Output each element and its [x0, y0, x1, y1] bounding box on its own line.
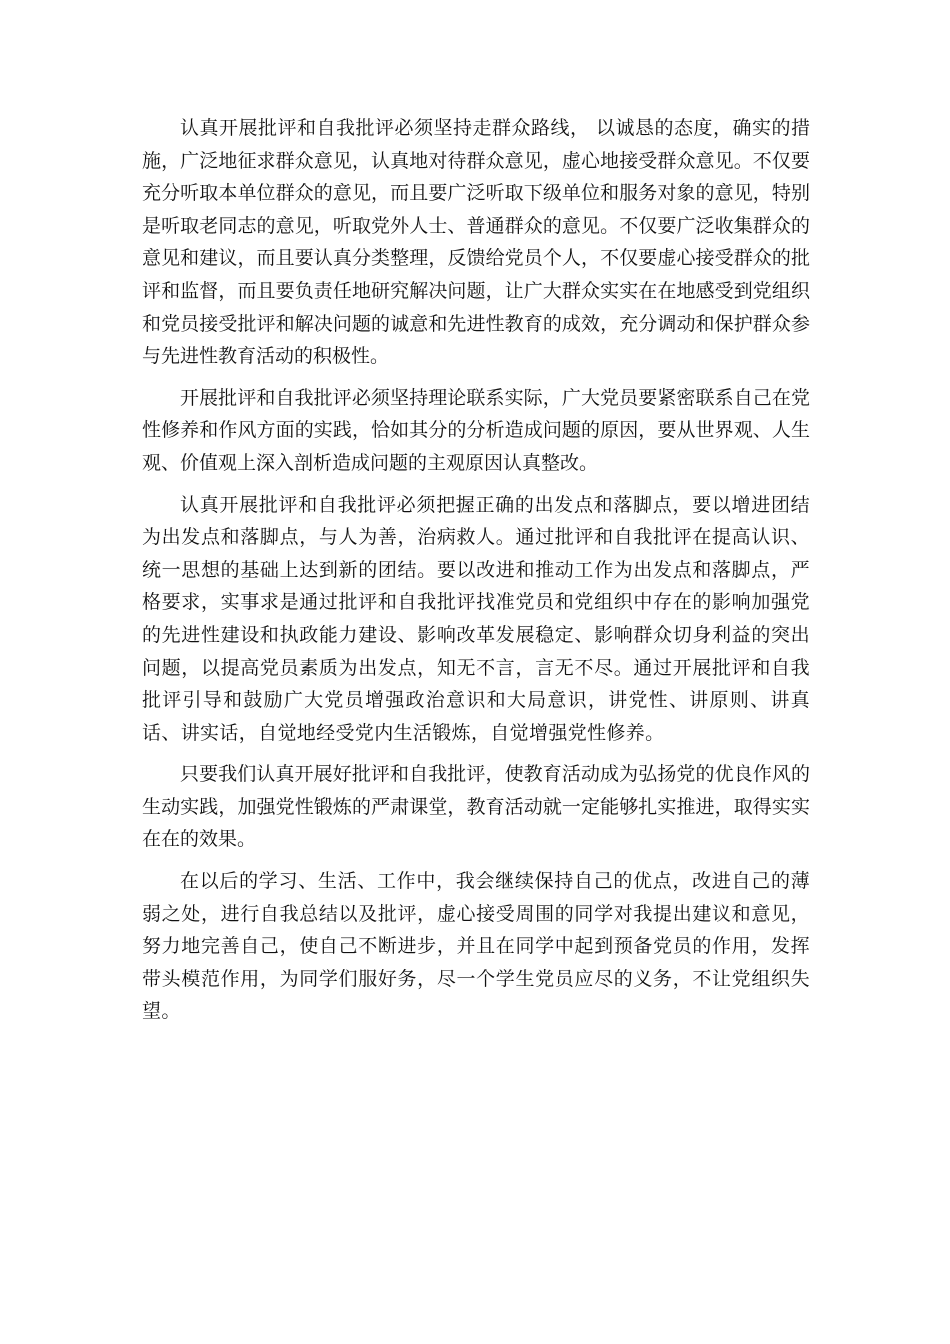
paragraph-personal-commitment: 在以后的学习、生活、工作中，我会继续保持自己的优点，改进自己的薄弱之处，进行自我总结以及批评，虚心接受周围的同学对我提出建议和意见，努力地完善自己，使自己不断进步，并且在同学中起到预备党员的作用，发挥带头模范作用，为同学们服好务，尽一个学生党员应尽的义务，不让党组织失望。 — [142, 870, 810, 1023]
paragraph-education-activity: 只要我们认真开展好批评和自我批评，使教育活动成为弘扬党的优良作风的生动实践，加强党性锻炼的严肃课堂，教育活动就一定能够扎实推进，取得实实在在的效果。 — [142, 763, 810, 851]
paragraph-starting-point: 认真开展批评和自我批评必须把握正确的出发点和落脚点，要以增进团结为出发点和落脚点，与人为善，治病救人。通过批评和自我批评在提高认识、统一思想的基础上达到新的团结。要以改进和推动工作为出发点和落脚点，严格要求，实事求是通过批评和自我批评找准党员和党组织中存在的影响加强党的先进性建设和执政能力建设、影响改革发展稳定、影响群众切身利益的突出问题，以提高党员素质为出发点，知无不言，言无不尽。通过开展批评和自我批评引导和鼓励广大党员增强政治意识和大局意识，讲党性、讲原则、讲真话、讲实话，自觉地经受党内生活锻炼，自觉增强党性修养。 — [142, 493, 810, 744]
document-body — [142, 112, 810, 1037]
paragraph-mass-line: 认真开展批评和自我批评必须坚持走群众路线， 以诚恳的态度，确实的措施，广泛地征求群众意见，认真地对待群众意见，虚心地接受群众意见。不仅要充分听取本单位群众的意见，而且要广泛听取下级单位和服务对象的意见，特别是听取老同志的意见，听取党外人士、普通群众的意见。不仅要广泛收集群众的意见和建议，而且要认真分类整理，反馈给党员个人，不仅要虚心接受群众的批评和监督，而且要负责任地研究解决问题，让广大群众实实在在地感受到党组织和党员接受批评和解决问题的诚意和先进性教育的成效，充分调动和保护群众参与先进性教育活动的积极性。 — [142, 117, 810, 368]
paragraph-theory-practice: 开展批评和自我批评必须坚持理论联系实际，广大党员要紧密联系自己在党性修养和作风方面的实践，恰如其分的分析造成问题的原因，要从世界观、人生观、价值观上深入剖析造成问题的主观原因认真整改。 — [142, 386, 810, 474]
